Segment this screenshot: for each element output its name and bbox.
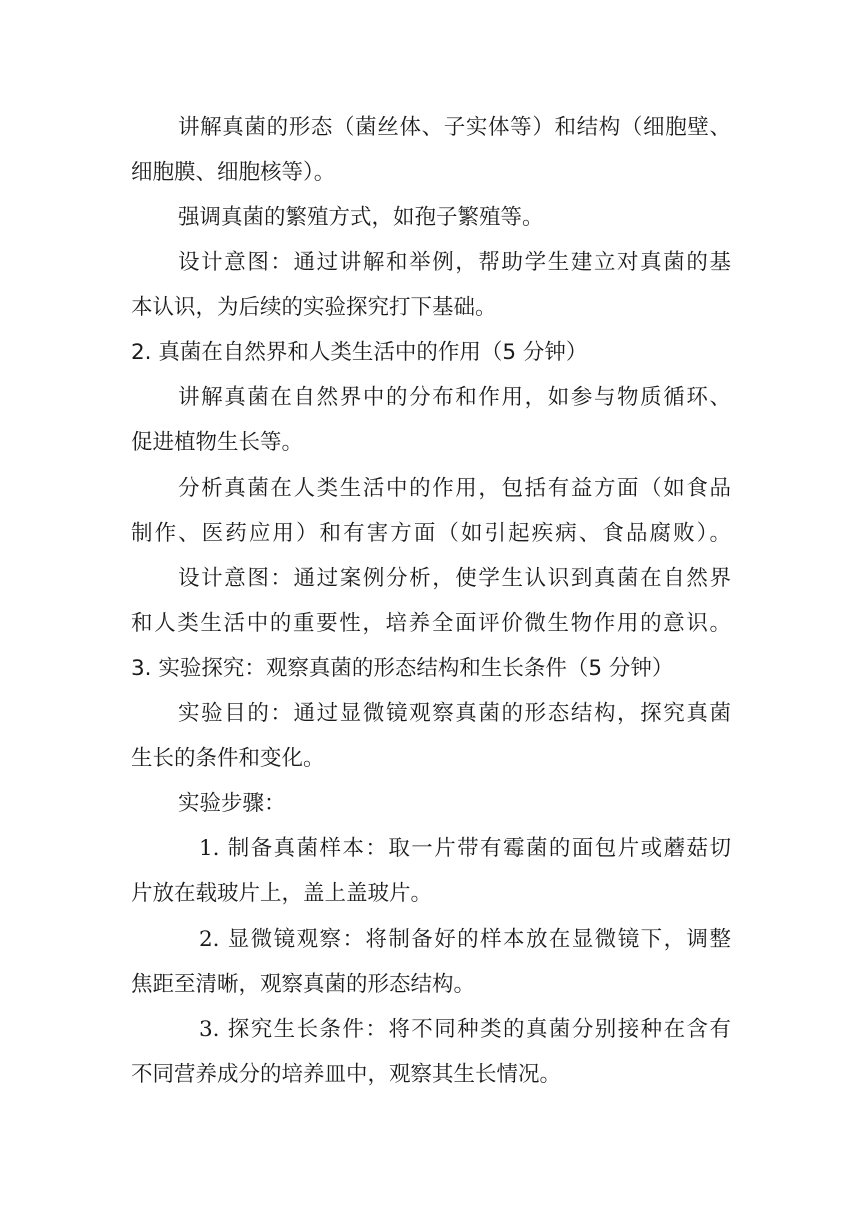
step-line: 焦距至清晰，观察真菌的形态结构。 <box>131 972 476 997</box>
paragraph-line: 分析真菌在人类生活中的作用，包括有益方面（如食品 <box>178 476 731 501</box>
section-heading: 3. 实验探究：观察真菌的形态结构和生长条件（5 分钟） <box>131 656 674 681</box>
step-line: 3. 探究生长条件：将不同种类的真菌分别接种在含有 <box>199 1017 731 1042</box>
paragraph-line: 和人类生活中的重要性，培养全面评价微生物作用的意识。 <box>131 611 731 636</box>
paragraph-line: 促进植物生长等。 <box>131 430 304 455</box>
paragraph-line: 讲解真菌的形态（菌丝体、子实体等）和结构（细胞壁、 <box>178 115 731 140</box>
step-line: 2. 显微镜观察：将制备好的样本放在显微镜下，调整 <box>199 927 731 952</box>
paragraph-line: 细胞膜、细胞核等）。 <box>131 160 336 185</box>
paragraph-line: 强调真菌的繁殖方式，如孢子繁殖等。 <box>178 205 544 230</box>
step-line: 不同营养成分的培养皿中，观察其生长情况。 <box>131 1062 562 1087</box>
paragraph-line: 设计意图：通过讲解和举例，帮助学生建立对真菌的基 <box>178 250 731 275</box>
paragraph-line: 讲解真菌在自然界中的分布和作用，如参与物质循环、 <box>178 385 731 410</box>
paragraph-line: 制作、医药应用）和有害方面（如引起疾病、食品腐败）。 <box>131 521 731 546</box>
step-line: 1. 制备真菌样本：取一片带有霉菌的面包片或蘑菇切 <box>199 836 731 861</box>
section-heading: 2. 真菌在自然界和人类生活中的作用（5 分钟） <box>131 340 588 365</box>
paragraph-line: 本认识，为后续的实验探究打下基础。 <box>131 295 497 320</box>
paragraph-line: 实验步骤： <box>178 791 286 816</box>
step-line: 片放在载玻片上，盖上盖玻片。 <box>131 881 433 906</box>
paragraph-line: 生长的条件和变化。 <box>131 746 325 771</box>
paragraph-line: 设计意图：通过案例分析，使学生认识到真菌在自然界 <box>178 566 731 591</box>
paragraph-line: 实验目的：通过显微镜观察真菌的形态结构，探究真菌 <box>178 701 731 726</box>
